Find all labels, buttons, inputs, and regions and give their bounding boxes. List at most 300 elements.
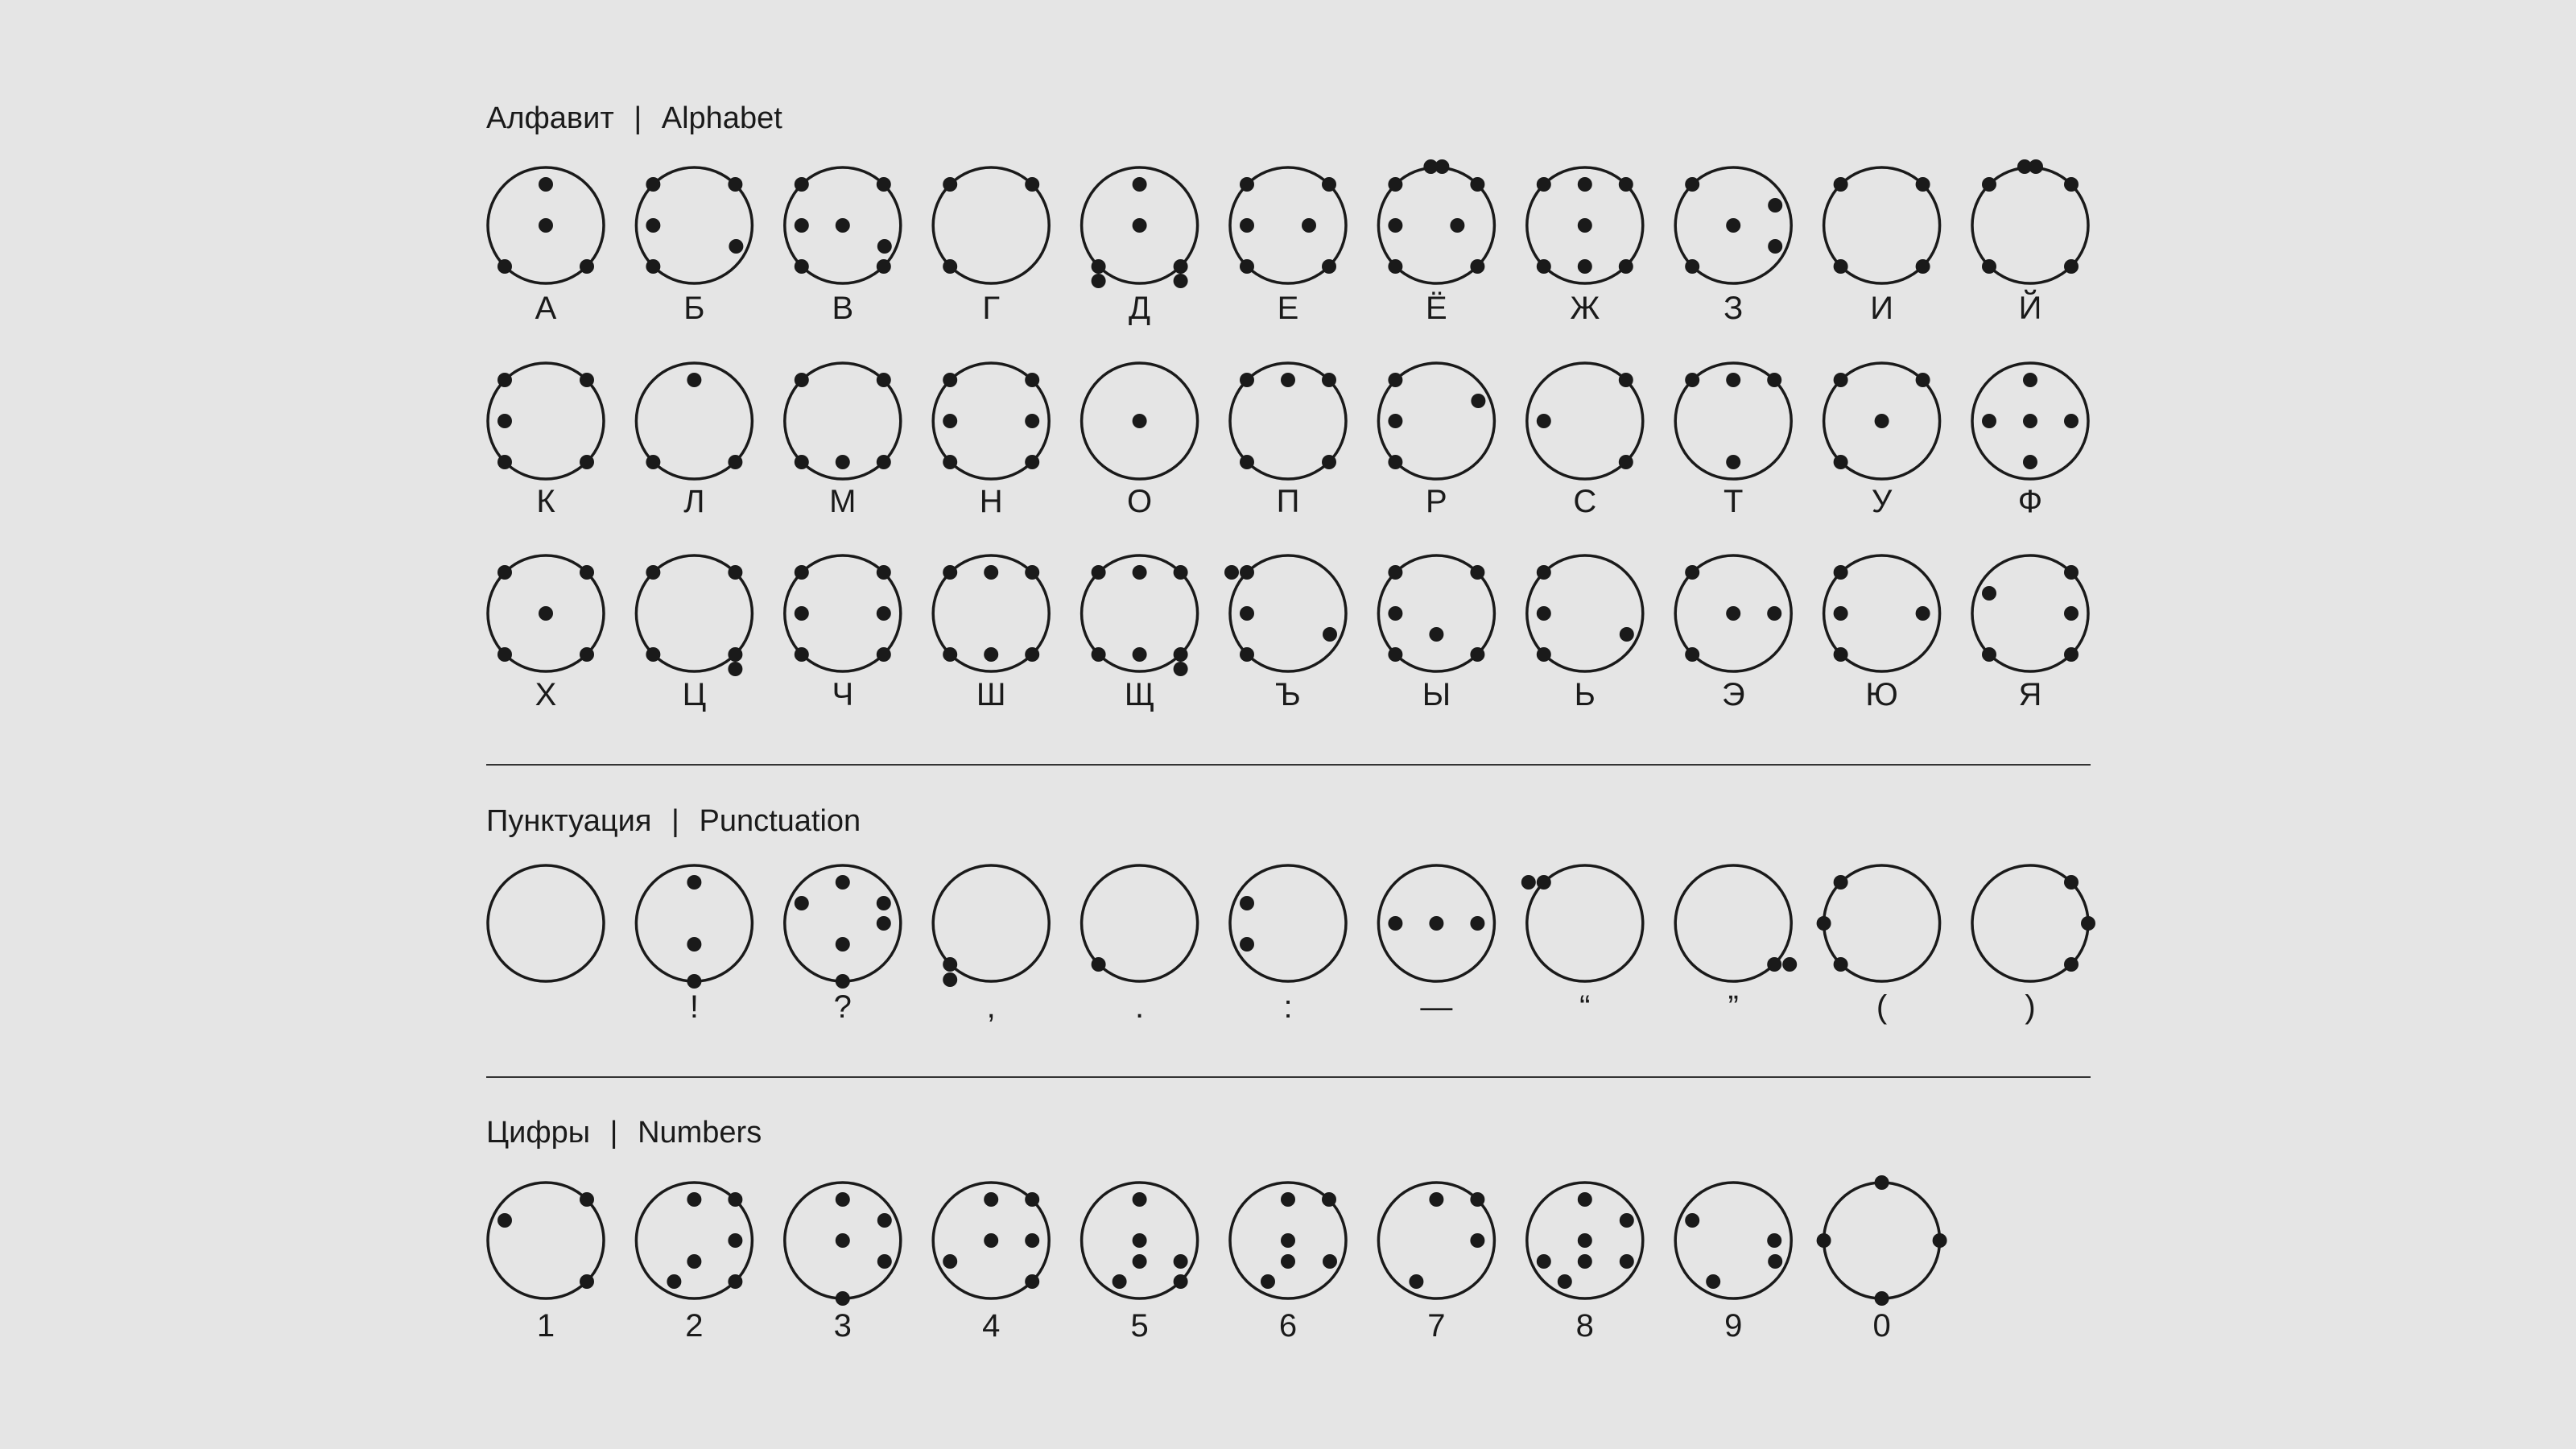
glyph-dot	[1834, 259, 1848, 274]
glyph-dot	[1767, 957, 1781, 972]
glyph-dot	[497, 373, 512, 387]
glyph-dot	[1470, 177, 1484, 192]
glyph-dot	[877, 239, 892, 254]
glyph-dot	[539, 177, 553, 192]
glyph-label: О	[1127, 484, 1153, 519]
glyph-dot	[1025, 565, 1039, 580]
glyph-label: .	[1135, 989, 1145, 1025]
glyph-label: К	[536, 484, 555, 519]
glyph-label: 6	[1278, 1308, 1298, 1344]
glyph-dot	[795, 606, 809, 621]
glyph-dot	[1470, 916, 1484, 931]
glyph-dot	[1429, 916, 1443, 931]
glyph-dot	[1388, 455, 1402, 469]
glyph-dot	[580, 1274, 594, 1289]
glyph-dot	[1092, 957, 1106, 972]
glyph-dot	[1619, 373, 1633, 387]
glyph-dot	[1133, 1192, 1147, 1207]
glyph-dot	[1281, 1192, 1295, 1207]
glyph-space	[488, 865, 604, 981]
alphabet-heading-en: Alphabet	[661, 101, 782, 135]
glyph-dot	[1578, 1233, 1592, 1248]
glyph-dot	[1537, 647, 1551, 662]
glyph-dot	[687, 373, 701, 387]
glyph-dot	[877, 1254, 892, 1269]
glyph-dot	[1240, 606, 1254, 621]
glyph-С	[1527, 363, 1643, 519]
glyph-dot	[1685, 647, 1699, 662]
glyph-dot	[1322, 455, 1336, 469]
glyph-dot	[497, 565, 512, 580]
glyph-dot	[1982, 177, 1996, 192]
glyph-dot	[877, 606, 891, 621]
glyph-dot	[1322, 177, 1336, 192]
glyph-dot	[1240, 565, 1254, 580]
glyph-dot	[729, 239, 743, 254]
glyph-dot	[1133, 218, 1147, 233]
glyph-dot	[1685, 373, 1699, 387]
glyph-label: “	[1579, 989, 1591, 1025]
glyph-dot	[1982, 586, 1996, 601]
glyph-Ь	[1527, 555, 1643, 712]
glyph-Т	[1675, 363, 1791, 519]
glyph-label: Ъ	[1275, 677, 1301, 712]
glyph-dot	[2023, 414, 2037, 428]
numbers-heading-ru: Цифры	[486, 1116, 591, 1150]
glyph-dot	[1388, 647, 1402, 662]
glyph-dot	[497, 647, 512, 662]
glyph-Й	[1972, 159, 2088, 326]
heading-separator: |	[609, 1116, 618, 1150]
glyph-dot	[877, 647, 891, 662]
glyph-dot	[1471, 394, 1485, 408]
glyph-label: Ю	[1865, 677, 1898, 712]
glyph-dot	[2023, 455, 2037, 469]
glyph-label: Ф	[2017, 484, 2043, 519]
glyph-dot	[836, 1192, 850, 1207]
glyph-dot	[1025, 455, 1039, 469]
glyph-label: С	[1573, 484, 1597, 519]
glyph-А	[488, 167, 604, 326]
glyph-dot	[943, 1254, 957, 1269]
glyph-label: Ж	[1570, 291, 1600, 326]
glyph-dot	[1916, 259, 1930, 274]
glyph-dot	[1768, 239, 1782, 254]
glyph-label: Й	[2018, 291, 2042, 326]
glyph-9	[1675, 1183, 1791, 1344]
glyph-dot	[1174, 274, 1188, 288]
glyph-dot	[836, 875, 850, 890]
glyph-dot	[1982, 259, 1996, 274]
glyph-dot	[580, 565, 594, 580]
glyph-dot	[580, 647, 594, 662]
glyph-dot	[943, 414, 957, 428]
glyph-dot	[1388, 259, 1402, 274]
glyph-dot	[728, 565, 742, 580]
glyph-dot	[943, 972, 957, 987]
glyph-dot	[1174, 1274, 1188, 1289]
glyph-label: 5	[1130, 1308, 1149, 1344]
glyph-label: Я	[2018, 677, 2042, 712]
glyph-label: Щ	[1124, 677, 1155, 712]
glyph-dot	[1817, 916, 1831, 931]
glyph-“	[1521, 865, 1643, 1025]
glyph-,	[933, 865, 1049, 1025]
glyph-label: Т	[1723, 484, 1744, 519]
glyph-З	[1675, 167, 1791, 326]
glyph-dot	[1916, 373, 1930, 387]
glyph-dot	[1388, 373, 1402, 387]
glyph-dot	[1025, 414, 1039, 428]
glyph-dot	[795, 565, 809, 580]
glyph-dot	[877, 1213, 892, 1228]
glyph-label: 9	[1724, 1308, 1743, 1344]
glyph-2	[636, 1183, 752, 1344]
glyph-dot	[687, 974, 701, 989]
glyph-К	[488, 363, 604, 519]
glyph-dot	[1240, 937, 1254, 952]
glyph-dot	[1240, 896, 1254, 910]
glyph-dot	[1578, 259, 1592, 274]
glyph-dot	[1388, 177, 1402, 192]
glyph-label: А	[535, 291, 557, 326]
glyph-dot	[580, 373, 594, 387]
glyph-dot	[539, 218, 553, 233]
glyph-dot	[1685, 1213, 1699, 1228]
glyph-label: ”	[1728, 989, 1739, 1025]
glyph-label: М	[829, 484, 857, 519]
glyph-dot	[2029, 159, 2043, 174]
glyph-label: Е	[1277, 291, 1299, 326]
glyph-label: Ё	[1426, 291, 1447, 326]
glyph-dot	[1834, 373, 1848, 387]
glyph-dot	[836, 455, 850, 469]
glyph-dot	[687, 1192, 701, 1207]
glyph-dot	[580, 1192, 594, 1207]
glyph-dot	[1133, 1254, 1147, 1269]
glyph-dot	[1537, 259, 1551, 274]
glyph-dot	[1429, 627, 1443, 642]
glyph-dot	[1768, 198, 1782, 213]
glyph-Ш	[933, 555, 1049, 712]
glyph-label: 4	[982, 1308, 1001, 1344]
glyph-dot	[877, 455, 891, 469]
glyph-dot	[1281, 1233, 1295, 1248]
glyph-?	[785, 865, 901, 1025]
glyph-label: 7	[1427, 1308, 1446, 1344]
glyph-dot	[1834, 565, 1848, 580]
glyph-dot	[795, 455, 809, 469]
glyph-Я	[1972, 555, 2088, 712]
glyph-dot	[2064, 414, 2079, 428]
glyph-dot	[1470, 259, 1484, 274]
glyph-dot	[728, 1192, 742, 1207]
glyph-dot	[877, 916, 891, 931]
glyph-label: Х	[535, 677, 557, 712]
glyph-dot	[1470, 565, 1484, 580]
glyph-Б	[636, 167, 752, 326]
glyph-dot	[1982, 414, 1996, 428]
glyph-dot	[1726, 373, 1740, 387]
glyph-dot	[1817, 1233, 1831, 1248]
glyph-dot	[1537, 875, 1551, 890]
glyph-dot	[1240, 647, 1254, 662]
glyph-0	[1817, 1175, 1947, 1344]
glyph-dot	[646, 455, 660, 469]
glyph-dot	[877, 177, 891, 192]
glyph-Ф	[1972, 363, 2088, 519]
glyph-В	[785, 167, 901, 326]
glyph-dot	[836, 218, 850, 233]
glyph-dot	[836, 1291, 850, 1306]
glyph-dot	[580, 455, 594, 469]
glyph-7	[1378, 1183, 1494, 1344]
glyph-dot	[687, 1254, 701, 1269]
glyph-label: У	[1871, 484, 1893, 519]
glyph-Д	[1082, 167, 1198, 326]
glyph-dot	[1240, 177, 1254, 192]
glyph-dot	[1578, 177, 1592, 192]
glyph-dot	[646, 647, 660, 662]
glyph-dot	[728, 662, 742, 676]
glyph-dot	[1470, 647, 1484, 662]
glyph-dot	[1537, 177, 1551, 192]
glyph-dot	[1281, 373, 1295, 387]
glyph-dot	[1322, 373, 1336, 387]
glyph-dot	[1834, 455, 1848, 469]
glyph-label: Д	[1129, 291, 1151, 326]
glyph-label: Л	[683, 484, 705, 519]
glyph-8	[1527, 1183, 1643, 1344]
glyph-dot	[687, 937, 701, 952]
glyph-3	[785, 1183, 901, 1344]
heading-separator: |	[634, 101, 642, 135]
glyph-dot	[1767, 373, 1781, 387]
glyph-dot	[1578, 1254, 1592, 1269]
glyph-label: :	[1283, 989, 1293, 1025]
glyph-label: 1	[536, 1308, 555, 1344]
glyph-label: З	[1724, 291, 1744, 326]
glyph-dot	[1767, 606, 1781, 621]
glyph-:	[1230, 865, 1346, 1025]
glyph-dot	[1834, 647, 1848, 662]
glyph-label: )	[2025, 989, 2036, 1025]
glyph-dot	[1834, 957, 1848, 972]
glyph-dot	[1470, 1192, 1484, 1207]
glyph-dot	[728, 1233, 742, 1248]
heading-separator: |	[671, 804, 679, 838]
glyph-dot	[1916, 177, 1930, 192]
glyph-label: 8	[1575, 1308, 1594, 1344]
glyph-dot	[836, 1233, 850, 1248]
glyph-label: П	[1276, 484, 1300, 519]
glyph-dot	[984, 565, 998, 580]
glyph-Ё	[1378, 159, 1494, 326]
glyph-label: ?	[833, 989, 852, 1025]
glyph-dot	[1025, 1192, 1039, 1207]
glyph-label: 0	[1872, 1308, 1891, 1344]
glyph-Л	[636, 363, 752, 519]
glyph-dot	[795, 373, 809, 387]
glyph-dot	[795, 218, 809, 233]
glyph-dot	[1578, 1192, 1592, 1207]
glyph-label: Ц	[682, 677, 707, 712]
glyph-dot	[943, 373, 957, 387]
glyph-dot	[943, 957, 957, 972]
glyph-dot	[1133, 647, 1147, 662]
glyph-(	[1817, 865, 1940, 1025]
glyph-dot	[1224, 565, 1239, 580]
glyph-dot	[1470, 1233, 1484, 1248]
glyph-.	[1082, 865, 1198, 1025]
glyph-dot	[1834, 177, 1848, 192]
glyph-dot	[1834, 606, 1848, 621]
glyph-dot	[984, 647, 998, 662]
glyph-dot	[943, 455, 957, 469]
glyph-ring	[1824, 1183, 1940, 1298]
glyph-dot	[1388, 414, 1402, 428]
glyph-dot	[984, 1192, 998, 1207]
glyph-dot	[1092, 565, 1106, 580]
glyph-label: ,	[986, 989, 996, 1025]
glyph-dot	[1240, 373, 1254, 387]
glyph-dot	[943, 177, 957, 192]
glyph-dot	[1323, 1254, 1337, 1269]
numbers-heading-en: Numbers	[638, 1116, 762, 1150]
glyph-dot	[1388, 606, 1402, 621]
glyph-dot	[646, 565, 660, 580]
glyph-dot	[1388, 916, 1402, 931]
glyph-dot	[877, 373, 891, 387]
glyph-dot	[1537, 606, 1551, 621]
glyph-dot	[2064, 875, 2079, 890]
glyph-dot	[1620, 1254, 1634, 1269]
glyph-dot	[1322, 259, 1336, 274]
glyph-dot	[1261, 1274, 1275, 1289]
glyph-dot	[943, 259, 957, 274]
glyph-М	[785, 363, 901, 519]
glyph-label: Ы	[1422, 677, 1451, 712]
glyph-dot	[1916, 606, 1930, 621]
glyph-1	[488, 1183, 604, 1344]
glyph-dot	[2064, 606, 2079, 621]
glyph-У	[1824, 363, 1940, 519]
glyph-dot	[1174, 647, 1188, 662]
glyph-dot	[667, 1274, 681, 1289]
glyph-dot	[1240, 455, 1254, 469]
glyph-dot	[1834, 875, 1848, 890]
glyph-dot	[1685, 565, 1699, 580]
glyph-)	[1972, 865, 2095, 1025]
glyph-dot	[795, 647, 809, 662]
glyph-dot	[1768, 1254, 1782, 1269]
glyph-dot	[1875, 414, 1889, 428]
alphabet-heading-ru: Алфавит	[486, 101, 614, 135]
glyph-label: 2	[685, 1308, 704, 1344]
glyph-—	[1378, 865, 1494, 1025]
glyph-dot	[1092, 274, 1106, 288]
glyph-dot	[1619, 455, 1633, 469]
glyph-dot	[1025, 1274, 1039, 1289]
glyph-Г	[933, 167, 1049, 326]
glyph-dot	[1174, 259, 1188, 274]
glyph-dot	[877, 565, 891, 580]
glyph-dot	[1302, 218, 1316, 233]
glyph-label: (	[1876, 989, 1888, 1025]
glyph-dot	[1174, 565, 1188, 580]
glyph-Щ	[1082, 555, 1198, 712]
glyph-dot	[2064, 259, 2079, 274]
glyph-label: —	[1420, 989, 1453, 1025]
glyph-dot	[1240, 259, 1254, 274]
glyph-dot	[1619, 259, 1633, 274]
glyph-dot	[646, 259, 660, 274]
glyph-dot	[497, 1213, 512, 1228]
glyph-Х	[488, 555, 604, 712]
glyph-dot	[877, 896, 891, 910]
glyph-dot	[1322, 1192, 1336, 1207]
glyph-”	[1675, 865, 1797, 1025]
glyph-Ц	[636, 555, 752, 712]
glyph-И	[1824, 167, 1940, 326]
glyph-label: В	[832, 291, 854, 326]
glyph-dot	[2023, 373, 2037, 387]
glyph-dot	[646, 177, 660, 192]
glyph-dot	[1875, 1175, 1889, 1190]
glyph-label: Ч	[832, 677, 854, 712]
glyph-Н	[933, 363, 1049, 519]
glyph-dot	[728, 177, 742, 192]
glyph-Ж	[1527, 167, 1643, 326]
glyph-Ю	[1824, 555, 1940, 712]
glyph-dot	[1429, 1192, 1443, 1207]
glyph-dot	[1685, 259, 1699, 274]
glyph-dot	[2064, 565, 2079, 580]
glyph-Е	[1230, 167, 1346, 326]
glyph-dot	[1133, 177, 1147, 192]
glyph-dot	[1240, 218, 1254, 233]
glyph-dot	[1875, 1291, 1889, 1306]
glyph-dot	[2064, 957, 2079, 972]
glyph-dot	[1537, 1254, 1551, 1269]
glyph-dot	[836, 974, 850, 989]
glyph-dot	[497, 259, 512, 274]
glyph-О	[1082, 363, 1198, 519]
glyph-dot	[1726, 606, 1740, 621]
glyph-dot	[1409, 1274, 1423, 1289]
glyph-dot	[1133, 565, 1147, 580]
glyph-П	[1230, 363, 1346, 519]
glyph-label: И	[1870, 291, 1893, 326]
glyph-!	[636, 865, 752, 1025]
glyph-dot	[1558, 1274, 1572, 1289]
glyph-dot	[646, 218, 660, 233]
glyph-dot	[1982, 647, 1996, 662]
glyph-dot	[1620, 1213, 1634, 1228]
glyph-Ч	[785, 555, 901, 712]
glyph-dot	[2081, 916, 2095, 931]
glyph-dot	[1025, 373, 1039, 387]
glyph-dot	[1706, 1274, 1720, 1289]
glyph-dot	[1435, 159, 1449, 174]
glyph-dot	[1113, 1274, 1127, 1289]
glyph-dot	[1388, 565, 1402, 580]
glyph-Э	[1675, 555, 1791, 712]
punctuation-heading-ru: Пунктуация	[486, 804, 652, 838]
glyph-dot	[580, 259, 594, 274]
glyph-dot	[1685, 177, 1699, 192]
glyph-label: Б	[683, 291, 705, 326]
